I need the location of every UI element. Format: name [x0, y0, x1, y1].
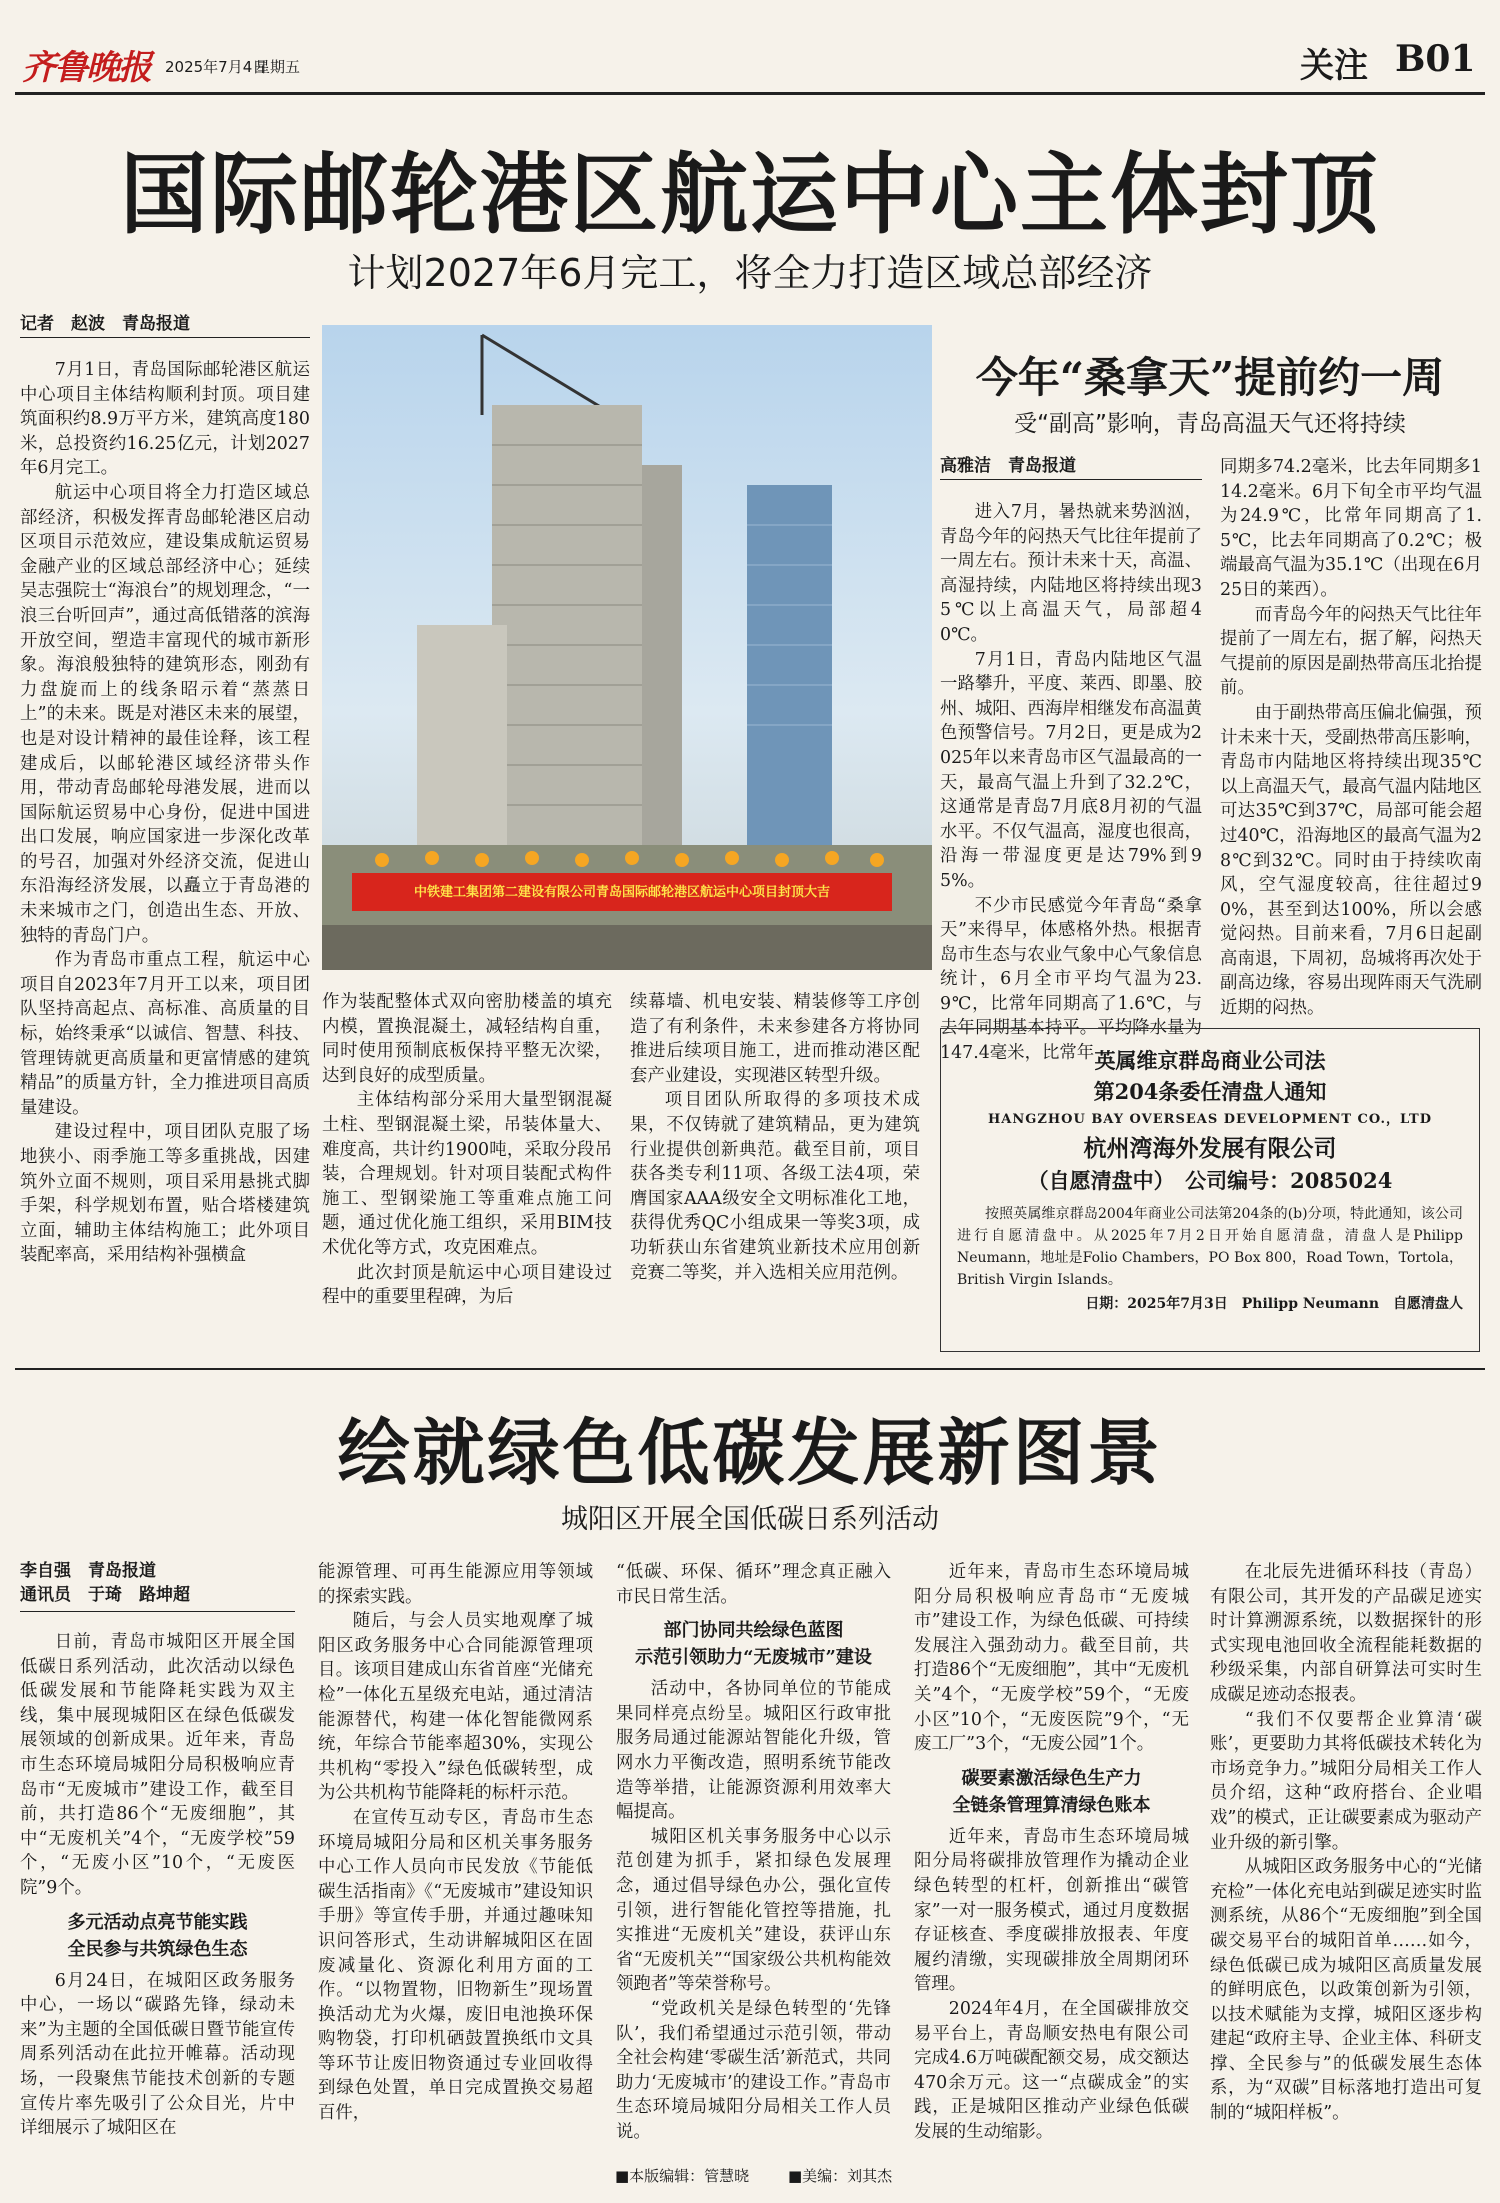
masthead-logo: 齐鲁晚报	[22, 48, 150, 88]
article3-byline1: 李自强 青岛报道	[20, 1561, 156, 1581]
paragraph: 项目团队所取得的多项技术成果，不仅铸就了建筑精品，更为建筑行业提供创新典范。截至目前，项目获各类专利11项、各级工法4项，荣膺国家AAA级安全文明标准化工地，获得优秀QC小组成果一等奖3项，成功斩获山东省建筑业新技术应用创新竞赛二等奖，并入选相关应用范例。	[630, 1090, 920, 1283]
article3-col3	[616, 1560, 891, 2144]
article2-subheadline: 受“副高”影响，青岛高温天气还将持续	[1014, 411, 1406, 437]
paragraph: 建设过程中，项目团队克服了场地狭小、雨季施工等多重挑战，因建筑外立面不规则，项目采用悬挑式脚手架，科学规划布置，贴合塔楼建筑立面，辅助主体结构施工；此外项目装配率高，采用结构补强横盒	[20, 1122, 310, 1266]
subhead-line: 示范引领助力“无废城市”建设	[635, 1647, 872, 1669]
article3-col5	[1210, 1560, 1482, 2126]
article2-byline-rule	[940, 479, 1202, 480]
subhead-line: 碳要素激活绿色生产力	[961, 1767, 1142, 1789]
masthead-weekday: 星期五	[255, 58, 301, 76]
footer-editor: ■本版编辑：管慧晓	[615, 2167, 750, 2185]
paragraph: 6月24日，在城阳区政务服务中心，一场以“碳路先锋，绿动未来”为主题的全国低碳日暨节能宣传周系列活动在此拉开帷幕。活动现场，一段聚焦节能技术创新的专题宣传片率先吸引了公众目光，片中详细展示了城阳区在	[20, 1970, 295, 2139]
notice-line1: 英属维京群岛商业公司法	[1094, 1048, 1326, 1073]
article3-col1	[20, 1630, 295, 2141]
article1-col2	[322, 990, 612, 1310]
notice-line2: 第204条委任清盘人通知	[1093, 1079, 1327, 1104]
paragraph: 日前，青岛市城阳区开展全国低碳日系列活动，此次活动以绿色低碳发展和节能降耗实践为双主线，集中展现城阳区在绿色低碳发展领域的创新成果。近年来，青岛市生态环境局城阳分局积极响应青岛市“无废城市”建设工作，截至目前，共打造86个“无废细胞”，其中“无废机关”4个，“无废学校”59个，“无废小区”10个，“无废医院”9个。	[20, 1632, 295, 1898]
subhead-line: 部门协同共绘绿色蓝图	[663, 1620, 844, 1642]
article3-subhead2	[616, 1617, 891, 1671]
paragraph: 7月1日，青岛国际邮轮港区航运中心项目主体结构顺利封顶。项目建筑面积约8.9万平方米，建筑高度180米，总投资约16.25亿元，计划2027年6月完工。	[20, 360, 310, 479]
notice-line3: HANGZHOU BAY OVERSEAS DEVELOPMENT CO.，LTD	[988, 1112, 1432, 1127]
article1-photo	[322, 325, 932, 970]
construction-photo	[322, 325, 932, 970]
paragraph: 而青岛今年的闷热天气比往年提前了一周左右，据了解，闷热天气提前的原因是副热带高压北抬提前。	[1220, 604, 1482, 699]
article1-headline: 国际邮轮港区航运中心主体封顶	[119, 142, 1380, 246]
photo-banner-text: 中铁建工集团第二建设有限公司青岛国际邮轮港区航运中心项目封顶大吉	[413, 885, 830, 900]
paragraph: 随后，与会人员实地观摩了城阳区政务服务中心合同能源管理项目。该项目建成山东省首座“光储充检”一体化五星级充电站，通过清洁能源替代，构建一体化智能微网系统，年综合节能率超30%，实现公共机构“零投入”绿色低碳转型，成为公共机构节能降耗的标杆示范。	[318, 1611, 593, 1804]
notice-line4: 杭州湾海外发展有限公司	[1083, 1135, 1337, 1162]
paragraph: 作为青岛市重点工程，航运中心项目自2023年7月开工以来，项目团队坚持高起点、高标准、高质量的目标，始终秉承“以诚信、智慧、科技、管理铸就更高质量和更富情感的建筑精品”的质量方针，全力推进项目高质量建设。	[20, 950, 310, 1118]
liquidation-notice	[940, 1028, 1480, 1352]
notice-body: 按照英属维京群岛2004年商业公司法第204条的(b)分项，特此通知，该公司进行自愿清盘中。从2025年7月2日开始自愿清盘，清盘人是Philipp Neumann，地址是Folio Chambers，PO Box 800，Road Town，Tortola，British Virgin Islands。	[957, 1206, 1463, 1288]
paragraph: 主体结构部分采用大量型钢混凝土柱、型钢混凝土梁，吊装体量大、难度高，共计约1900吨，采取分段吊装，合理规划。针对项目装配式构件施工、型钢梁施工等重难点施工问题，通过优化施工组织，采用BIM技术优化等方式，攻克困难点。	[322, 1090, 612, 1258]
paragraph: 7月1日，青岛内陆地区气温一路攀升，平度、莱西、即墨、胶州、城阳、西海岸相继发布高温黄色预警信号。7月2日，更是成为2025年以来青岛市区气温最高的一天，最高气温上升到了32.2℃，这通常是青岛7月底8月初的气温水平。不仅气温高，湿度也很高，沿海一带湿度更是达79%到95%。	[940, 649, 1202, 891]
article3-subheadline: 城阳区开展全国低碳日系列活动	[561, 1504, 939, 1535]
article2-headline: 今年“桑拿天”提前约一周	[975, 353, 1445, 402]
article1-col3	[630, 990, 920, 1285]
article3-col2	[318, 1560, 593, 2126]
notice-line5: （自愿清盘中） 公司编号：2085024	[1027, 1168, 1393, 1193]
article3-byline-rule	[20, 1611, 295, 1612]
paragraph: 近年来，青岛市生态环境局城阳分局将碳排放管理作为撬动企业绿色转型的杠杆，创新推出“碳管家”一对一服务模式，通过月度数据存证核查、季度碳排放报表、年度履约清缴，实现碳排放全周期闭环管理。	[914, 1826, 1189, 1995]
paragraph: 近年来，青岛市生态环境局城阳分局积极响应青岛市“无废城市”建设工作，为绿色低碳、可持续发展注入强劲动力。截至目前，共打造86个“无废细胞”，其中“无废机关”4个，“无废学校”59个，“无废小区”10个，“无废医院”9个，“无废工厂”3个，“无废公园”1个。	[914, 1562, 1189, 1755]
article2-byline: 高雅洁 青岛报道	[940, 456, 1076, 476]
paragraph: 同期多74.2毫米，比去年同期多114.2毫米。6月下旬全市平均气温为24.9℃，比常年同期高了1.5℃，比去年同期高了0.2℃；极端最高气温为35.1℃（出现在6月25日的莱西）。	[1220, 457, 1482, 600]
article1-byline-rule	[20, 337, 310, 338]
subhead-line: 全民参与共筑绿色生态	[67, 1938, 248, 1960]
paragraph: 在北辰先进循环科技（青岛）有限公司，其开发的产品碳足迹实时计算溯源系统，以数据探针的形式实现电池回收全流程能耗数据的秒级采集，内部自研算法可实时生成碳足迹动态报表。	[1210, 1562, 1482, 1705]
article3-subhead1	[20, 1909, 295, 1963]
paragraph: “党政机关是绿色转型的‘先锋队’，我们希望通过示范引领，带动全社会构建‘零碳生活’新范式，共同助力‘无废城市’的建设工作。”青岛市生态环境局城阳分局相关工作人员说。	[616, 1998, 891, 2142]
paragraph: 从城阳区政务服务中心的“光储充检”一体化充电站到碳足迹实时监测系统，从86个“无废细胞”到全国碳交易平台的城阳首单……如今，绿色低碳已成为城阳区高质量发展的鲜明底色，以政策创新为引领，以技术赋能为支撑，城阳区逐步构建起“政府主导、企业主体、科研支撑、全民参与”的低碳发展生态体系，为“双碳”目标落地打造出可复制的“城阳样板”。	[1210, 1857, 1482, 2124]
paragraph: 此次封顶是航运中心项目建设过程中的重要里程碑，为后	[322, 1262, 612, 1308]
paragraph: “我们不仅要帮企业算清‘碳账’，更要助力其将低碳技术转化为市场竞争力。”城阳分局相关工作人员介绍，这种“政府搭台、企业唱戏”的模式，正让碳要素成为驱动产业升级的新引擎。	[1210, 1709, 1482, 1853]
article1-col1	[20, 358, 310, 1268]
paragraph: 在宣传互动专区，青岛市生态环境局城阳分局和区机关事务服务中心工作人员向市民发放《节能低碳生活指南》《“无废城市”建设知识手册》等宣传手册，并通过趣味知识问答形式，生动讲解城阳区在固废减量化、资源化利用方面的工作。“以物置物，旧物新生”现场置换活动尤为火爆，废旧电池换环保购物袋，打印机硒鼓置换纸巾文具等环节让废旧物资通过专业回收得到绿色处置，单日完成置换交易超百件，	[318, 1807, 593, 2124]
masthead-date: 2025年7月4日	[165, 58, 268, 76]
article3-headline: 绘就绿色低碳发展新图景	[337, 1410, 1163, 1495]
article1-subheadline: 计划2027年6月完工，将全力打造区域总部经济	[347, 251, 1153, 295]
article3-subhead3	[914, 1765, 1189, 1819]
subhead-line: 多元活动点亮节能实践	[67, 1911, 248, 1933]
paragraph: 2024年4月，在全国碳排放交易平台上，青岛顺安热电有限公司完成4.6万吨碳配额交易，成交额达470余万元。这一“点碳成金”的实践，正是城阳区推动产业绿色低碳发展的生动缩影。	[914, 1998, 1189, 2142]
article2-col2	[1220, 455, 1482, 1021]
paragraph: 续幕墙、机电安装、精装修等工序创造了有利条件，未来参建各方将协同推进后续项目施工，进而推动港区配套产业建设，实现港区转型升级。	[630, 992, 920, 1086]
notice-sign: 日期：2025年7月3日 Philipp Neumann 自愿清盘人	[1085, 1296, 1463, 1312]
article3-col4	[914, 1560, 1189, 2144]
page-number: B01	[1395, 38, 1476, 80]
paragraph: 城阳区机关事务服务中心以示范创建为抓手，紧扣绿色发展理念，通过倡导绿色办公，强化宣传引领，进行智能化管控等措施，扎实推进“无废机关”建设，获评山东省“无废机关”“国家级公共机构能效领跑者”等荣誉称号。	[616, 1826, 891, 1995]
paragraph: 活动中，各协同单位的节能成果同样亮点纷呈。城阳区行政审批服务局通过能源站智能化升级，管网水力平衡改造，照明系统节能改造等举措，让能源资源利用效率大幅提高。	[616, 1679, 891, 1823]
paragraph: 航运中心项目将全力打造区域总部经济，积极发挥青岛邮轮港区启动区项目示范效应，建设集成航运贸易金融产业的区域总部经济中心；延续吴志强院士“海浪台”的规划理念，“一浪三台听回声”，通过高低错落的滨海开放空间，塑造丰富现代的城市新形象。海浪般独特的建筑形态，刚劲有力盘旋而上的线条昭示着“蒸蒸日上”的未来。既是对港区未来的展望，也是对设计精神的最佳诠释，该工程建成后，以邮轮港区域经济带头作用，带动青岛邮轮母港发展，进而以国际航运贸易中心身份，促进中国进出口发展，响应国家进一步深化改革的号召，加强对外经济交流，促进山东沿海经济发展，以矗立于青岛港的未来城市之门，创造出生态、开放、独特的青岛门户。	[20, 482, 310, 946]
footer-designer: ■美编：刘其杰	[788, 2167, 893, 2185]
article1-byline: 记者 赵波 青岛报道	[20, 314, 190, 334]
paragraph: 由于副热带高压偏北偏强，预计未来十天，受副热带高压影响，青岛市内陆地区将持续出现35℃以上高温天气，最高气温内陆地区可达35℃到37℃，局部可能会超过40℃，沿海地区的最高气温为28℃到32℃。同时由于持续吹南风，空气湿度较高，往往超过90%，甚至到达100%，所以会感觉闷热。目前来看，7月6日起副高南退，下周初，岛城将再次处于副高边缘，容易出现阵雨天气洗刷近期的闷热。	[1220, 702, 1482, 1019]
paragraph: 能源管理、可再生能源应用等领域的探索实践。	[318, 1562, 593, 1607]
paragraph: 作为装配整体式双向密肋楼盖的填充内模，置换混凝土，减轻结构自重，同时使用预制底板保持平整无次梁，达到良好的成型质量。	[322, 992, 612, 1086]
subhead-line: 全链条管理算清绿色账本	[952, 1794, 1151, 1816]
article2-col1	[940, 500, 1202, 1066]
section-separator	[15, 1368, 1485, 1370]
paragraph: 不少市民感觉今年青岛“桑拿天”来得早，体感格外热。根据青岛市生态与农业气象中心气象信息统计，6月全市平均气温为23.9℃，比常年同期高了1.6℃，与去年同期基本持平。平均降水量为147.4毫米，比常年	[940, 895, 1202, 1064]
article3-byline2: 通讯员 于琦 路坤超	[20, 1585, 190, 1605]
paragraph: 进入7月，暑热就来势汹汹，青岛今年的闷热天气比往年提前了一周左右。预计未来十天，高温、高湿持续，内陆地区将持续出现35℃以上高温天气，局部超40℃。	[940, 502, 1202, 645]
masthead-rule	[15, 92, 1485, 95]
section-label: 关注	[1300, 46, 1368, 86]
paragraph: “低碳、环保、循环”理念真正融入市民日常生活。	[616, 1562, 891, 1607]
